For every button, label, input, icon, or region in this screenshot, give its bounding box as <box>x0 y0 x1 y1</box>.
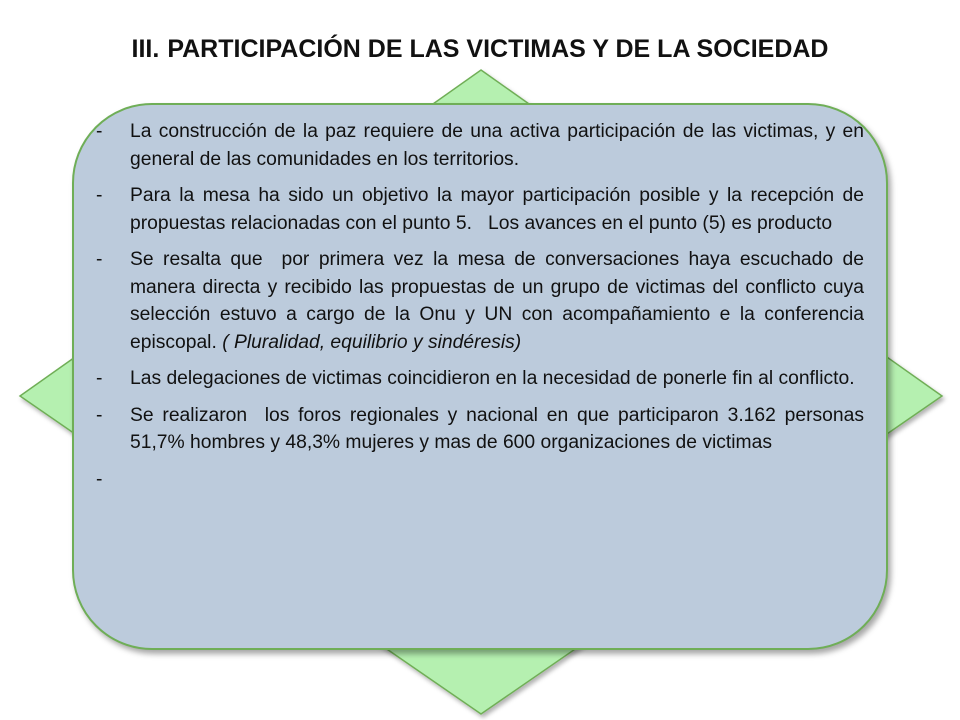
bullet-text: Las delegaciones de victimas coincidieron en la necesidad de ponerle fin al conflicto. <box>130 368 855 389</box>
bullet-text: La construcción de la paz requiere de una activa participación de las victimas, y en general de las comunidades en los territorios. <box>130 121 864 170</box>
title-number: III. <box>131 34 160 63</box>
bullet-list <box>96 118 870 502</box>
bullet-item <box>96 246 870 356</box>
bullet-text: Para la mesa ha sido un objetivo la mayor participación posible y la recepción de propuestas relacionadas con el punto 5. Los avances en el punto (5) es producto <box>130 185 870 234</box>
bullet-marker: - <box>96 404 103 426</box>
bullet-marker: - <box>96 121 103 142</box>
bullet-item <box>96 182 870 237</box>
bullet-item <box>96 118 864 173</box>
bullet-marker: - <box>96 249 103 270</box>
bullet-marker: - <box>96 368 103 389</box>
bullet-item <box>96 365 864 393</box>
bullet-marker: - <box>96 185 103 206</box>
bullet-item <box>96 402 870 457</box>
bullet-item-empty <box>96 466 864 493</box>
bullet-marker: - <box>96 468 103 490</box>
bullet-text: Se resalta que por primera vez la mesa de conversaciones haya escuchado de manera directa y recibido las propuestas de un grupo de victimas del conflicto cuya selección estuvo a cargo de la Onu y UN con acompañamiento e la conferencia episcopal. <box>130 249 870 353</box>
bullet-text: Se realizaron los foros regionales y nacional en que participaron 3.162 personas 51,7% hombres y 48,3% mujeres y mas de 600 organizaciones de victimas <box>130 404 870 453</box>
bullet-italic-text: ( Pluralidad, equilibrio y sindéresis) <box>222 331 522 353</box>
title-text: PARTICIPACIÓN DE LAS VICTIMAS Y DE LA SOCIEDAD <box>167 34 829 63</box>
